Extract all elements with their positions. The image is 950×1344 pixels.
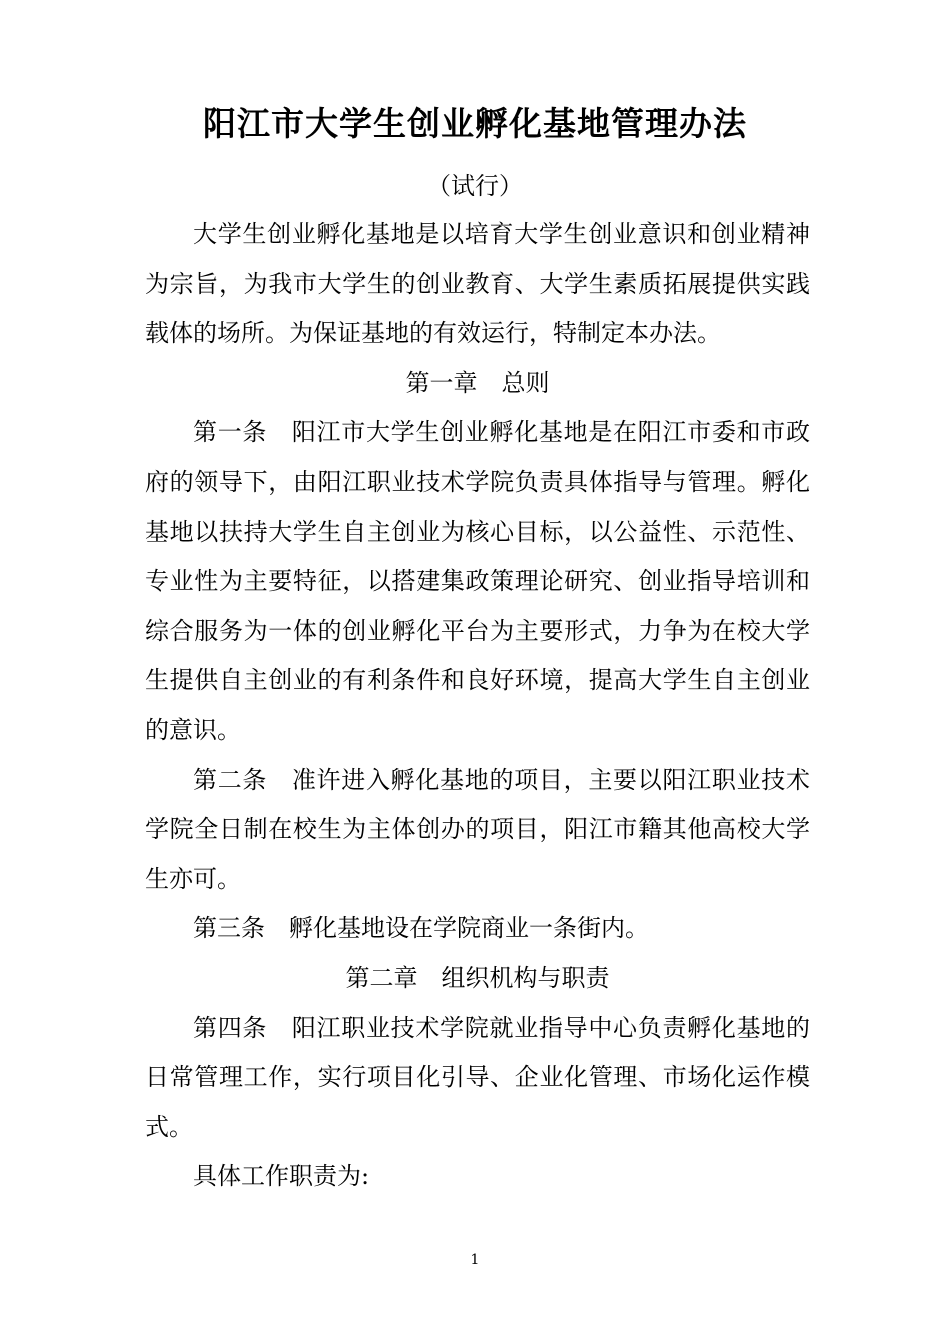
page-number: 1 xyxy=(470,1252,480,1268)
document-body xyxy=(145,210,810,1202)
article-4-label: 第四条 xyxy=(193,1013,268,1042)
article-3-label: 第三条 xyxy=(193,914,265,943)
article-1-label: 第一条 xyxy=(193,418,268,447)
document-title: 阳江市大学生创业孵化基地管理办法 xyxy=(203,104,747,143)
document-subtitle: （试行） xyxy=(427,172,523,200)
article-3 xyxy=(145,904,810,954)
intro-paragraph: 大学生创业孵化基地是以培育大学生创业意识和创业精神为宗旨，为我市大学生的创业教育、大学生素质拓展提供实践载体的场所。为保证基地的有效运行，特制定本办法。 xyxy=(145,220,810,348)
article-1-text: 阳江市大学生创业孵化基地是在阳江市委和市政府的领导下，由阳江职业技术学院负责具体指导与管理。孵化基地以扶持大学生自主创业为核心目标，以公益性、示范性、专业性为主要特征，以搭建集政策理论研究、创业指导培训和综合服务为一体的创业孵化平台为主要形式，力争为在校大学生提供自主创业的有利条件和良好环境，提高大学生自主创业的意识。 xyxy=(145,418,811,744)
article-2-label: 第二条 xyxy=(193,765,268,794)
article-4 xyxy=(145,1004,810,1153)
chapter-heading-2: 第二章 组织机构与职责 xyxy=(345,963,610,992)
article-3-text: 孵化基地设在学院商业一条街内。 xyxy=(289,914,649,943)
article-2-text: 准许进入孵化基地的项目，主要以阳江职业技术学院全日制在校生为主体创办的项目，阳江市籍其他高校大学生亦可。 xyxy=(145,765,811,893)
duties-intro: 具体工作职责为: xyxy=(193,1162,370,1191)
chapter-heading-1: 第一章 总则 xyxy=(405,368,550,397)
article-2 xyxy=(145,756,810,905)
article-1 xyxy=(145,408,810,755)
article-4-text: 阳江职业技术学院就业指导中心负责孵化基地的日常管理工作，实行项目化引导、企业化管理、市场化运作模式。 xyxy=(145,1013,811,1141)
